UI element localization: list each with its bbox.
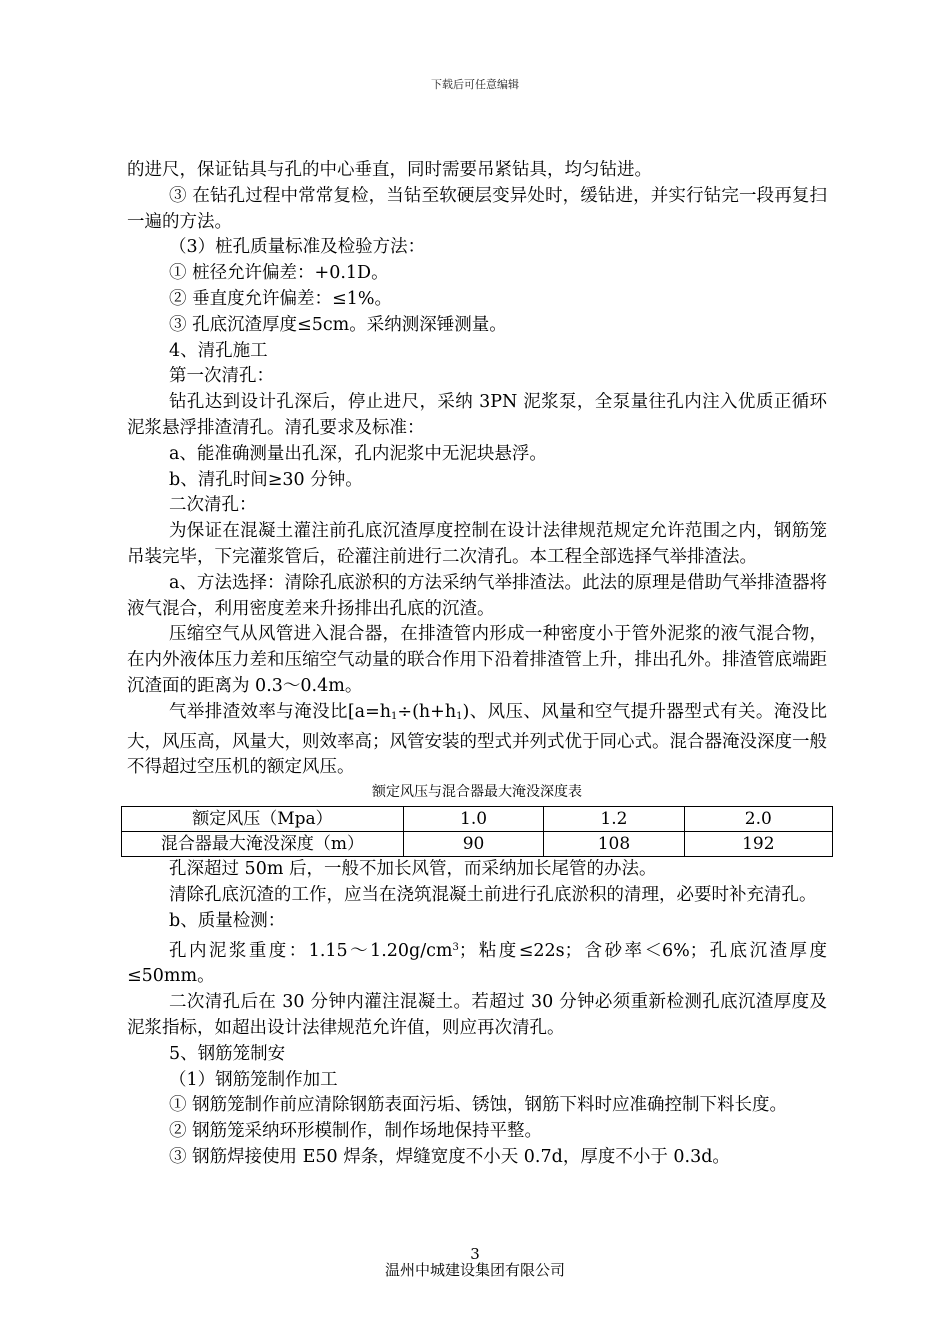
paragraph: ② 垂直度允许偏差：≤1%。	[169, 288, 392, 309]
table-cell: 1.0	[403, 807, 543, 832]
section-heading: 5、钢筋笼制安	[169, 1043, 286, 1064]
density-paragraph	[127, 935, 827, 991]
subscript: 1	[456, 710, 463, 722]
paragraph: 清除孔底沉渣的工作，应当在浇筑混凝土前进行孔底淤积的清理，必要时补充清孔。	[169, 884, 817, 905]
table-cell: 108	[544, 832, 684, 857]
paragraph: ③ 孔底沉渣厚度≤5cm。采纳测深锤测量。	[169, 314, 507, 335]
table-cell: 混合器最大淹没深度（m）	[122, 832, 404, 857]
paragraph: a、方法选择：清除孔底淤积的方法采纳气举排渣法。此法的原理是借助气举排渣器将液气混合，利用密度差来升扬排出孔底的沉渣。	[127, 572, 827, 619]
section-heading: 4、清孔施工	[169, 340, 268, 361]
paragraph: ③ 钢筋焊接使用 E50 焊条，焊缝宽度不小天 0.7d，厚度不小于 0.3d。	[169, 1146, 730, 1167]
table-cell: 额定风压（Mpa）	[122, 807, 404, 832]
density-text-pre: 孔内泥浆重度：1.15～1.20g/cm	[169, 940, 453, 961]
paragraph: b、清孔时间≥30 分钟。	[169, 469, 363, 490]
superscript: 3	[452, 941, 459, 953]
document-body	[127, 158, 827, 1171]
formula-text-pre: 气举排渣效率与淹没比[a=h	[169, 701, 392, 722]
paragraph: ③ 在钻孔过程中常常复检，当钻至软硬层变异处时，缓钻进，并实行钻完一段再复扫一遍的方法。	[127, 185, 827, 232]
paragraph: 二次清孔：	[169, 495, 257, 516]
paragraph: 的进尺，保证钻具与孔的中心垂直，同时需要吊紧钻具，均匀钻进。	[127, 160, 652, 180]
paragraph: 第一次清孔：	[169, 366, 274, 387]
paragraph: ① 钢筋笼制作前应清除钢筋表面污垢、锈蚀，钢筋下料时应准确控制下料长度。	[169, 1095, 788, 1116]
table-row	[122, 807, 833, 832]
paragraph: b、质量检测：	[169, 910, 286, 931]
table-cell: 2.0	[684, 807, 832, 832]
paragraph: 钻孔达到设计孔深后，停止进尺，采纳 3PN 泥浆泵，全泵量往孔内注入优质正循环泥浆悬浮排渣清孔。清孔要求及标准：	[127, 392, 827, 438]
paragraph: ① 桩径允许偏差：+0.1D。	[169, 263, 389, 284]
subscript: 1	[391, 710, 398, 722]
pressure-depth-table	[121, 806, 833, 857]
page-number: 3	[470, 1245, 480, 1263]
paragraph: a、能准确测量出孔深，孔内泥浆中无泥块悬浮。	[169, 443, 547, 464]
section-heading: （3）桩孔质量标准及检验方法：	[169, 237, 426, 258]
table-cell: 1.2	[544, 807, 684, 832]
paragraph: 压缩空气从风管进入混合器，在排渣管内形成一种密度小于管外泥浆的液气混合物，在内外液体压力差和压缩空气动量的联合作用下沿着排渣管上升，排出孔外。排渣管底端距沉渣面的距离为 0.3～0.4m。	[127, 624, 827, 696]
paragraph: 孔深超过 50m 后，一般不加长风管，而采纳加长尾管的办法。	[169, 859, 657, 880]
paragraph: ② 钢筋笼采纳环形模制作，制作场地保持平整。	[169, 1121, 543, 1142]
table-cell: 90	[403, 832, 543, 857]
formula-paragraph	[127, 700, 827, 781]
page-header: 下载后可任意编辑	[431, 78, 519, 91]
paragraph: 二次清孔后在 30 分钟内灌注混凝土。若超过 30 分钟必须重新检测孔底沉渣厚度及泥浆指标，如超出设计法律规范允许值，则应再次清孔。	[127, 992, 827, 1038]
formula-text-post: )、风压、风量和空气提升器型式有关。淹没比大，风压高，风量大，则效率高；风管安装的型式并列式优于同心式。混合器淹没深度一般不得超过空压机的额定风压。	[127, 701, 828, 778]
density-text-post: ；粘度≤22s；含砂率＜6%；孔底沉渣厚度≤50mm。	[127, 940, 827, 987]
section-heading: （1）钢筋笼制作加工	[169, 1069, 338, 1090]
table-cell: 192	[684, 832, 832, 857]
paragraph: 为保证在混凝土灌注前孔底沉渣厚度控制在设计法律规范规定允许范围之内，钢筋笼吊装完毕，下完灌浆管后，砼灌注前进行二次清孔。本工程全部选择气举排渣法。	[127, 521, 827, 567]
table-caption: 额定风压与混合器最大淹没深度表	[372, 784, 582, 801]
formula-text-mid: ÷(h+h	[397, 701, 457, 722]
page-footer: 温州中城建设集团有限公司	[384, 1261, 565, 1279]
table-row	[122, 832, 833, 857]
